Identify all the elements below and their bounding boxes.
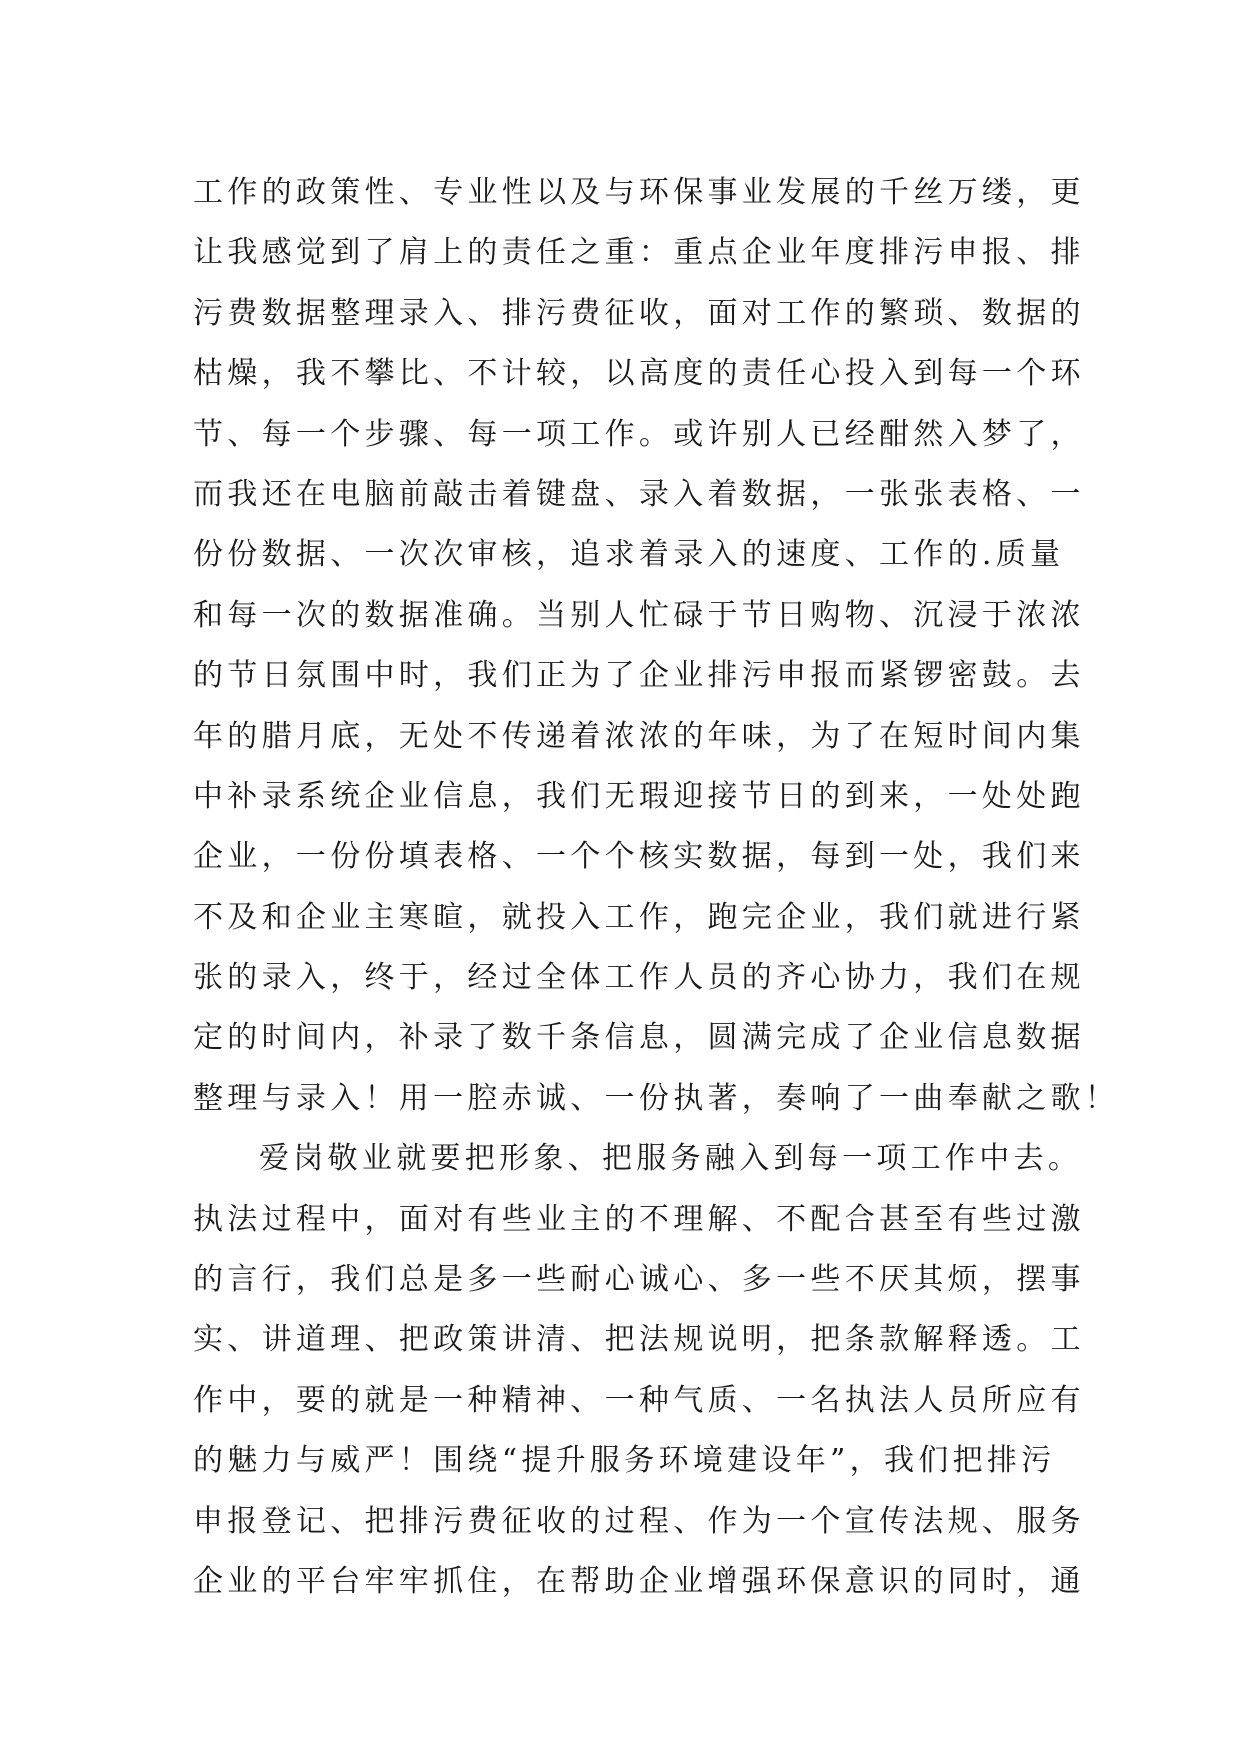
text-line: 让我感觉到了肩上的责任之重：重点企业年度排污申报、排 (193, 235, 1085, 271)
text-line: 工作的政策性、专业性以及与环保事业发展的千丝万缕，更 (193, 175, 1085, 210)
text-line: 申报登记、把排污费征收的过程、作为一个宣传法规、服务 (193, 1503, 1085, 1539)
text-line: 和每一次的数据准确。当别人忙碌于节日购物、沉浸于浓浓 (193, 597, 1085, 633)
text-line: 而我还在电脑前敲击着键盘、录入着数据，一张张表格、一 (193, 476, 1085, 512)
text-line: 企业的平台牢牢抓住，在帮助企业增强环保意识的同时，通 (193, 1563, 1085, 1599)
text-line: 执法过程中，面对有些业主的不理解、不配合甚至有些过激 (193, 1201, 1085, 1237)
text-line: 企业，一份份填表格、一个个核实数据，每到一处，我们来 (193, 839, 1085, 875)
text-line: 节、每一个步骤、每一项工作。或许别人已经酣然入梦了， (193, 416, 1085, 452)
text-line: 年的腊月底，无处不传递着浓浓的年味，为了在短时间内集 (193, 718, 1085, 754)
text-line-first-indented: 爱岗敬业就要把形象、把服务融入到每一项工作中去。 (259, 1141, 1083, 1177)
text-line: 中补录系统企业信息，我们无瑕迎接节日的到来，一处处跑 (193, 778, 1085, 814)
text-line: 实、讲道理、把政策讲清、把法规说明，把条款解释透。工 (193, 1322, 1085, 1358)
text-line: 不及和企业主寒暄，就投入工作，跑完企业，我们就进行紧 (193, 899, 1085, 935)
text-line: 的魅力与威严！围绕“提升服务环境建设年”，我们把排污 (193, 1443, 1056, 1479)
text-line: 作中，要的就是一种精神、一种气质、一名执法人员所应有 (193, 1382, 1085, 1418)
text-line: 的节日氛围中时，我们正为了企业排污申报而紧锣密鼓。去 (193, 658, 1085, 694)
text-line: 份份数据、一次次审核，追求着录入的速度、工作的.质量 (193, 537, 1065, 573)
paragraph-1 (193, 163, 1120, 1129)
text-line: 的言行，我们总是多一些耐心诚心、多一些不厌其烦，摆事 (193, 1262, 1085, 1298)
paragraph-2 (193, 1129, 1085, 1612)
text-line: 定的时间内，补录了数千条信息，圆满完成了企业信息数据 (193, 1020, 1085, 1056)
text-line: 枯燥，我不攀比、不计较，以高度的责任心投入到每一个环 (193, 356, 1085, 392)
text-line: 张的录入，终于，经过全体工作人员的齐心协力，我们在规 (193, 960, 1085, 996)
document-body (193, 163, 1120, 1612)
text-line: 污费数据整理录入、排污费征收，面对工作的繁琐、数据的 (193, 295, 1085, 331)
text-line: 整理与录入！用一腔赤诚、一份执著，奏响了一曲奉献之歌！ (193, 1080, 1120, 1116)
